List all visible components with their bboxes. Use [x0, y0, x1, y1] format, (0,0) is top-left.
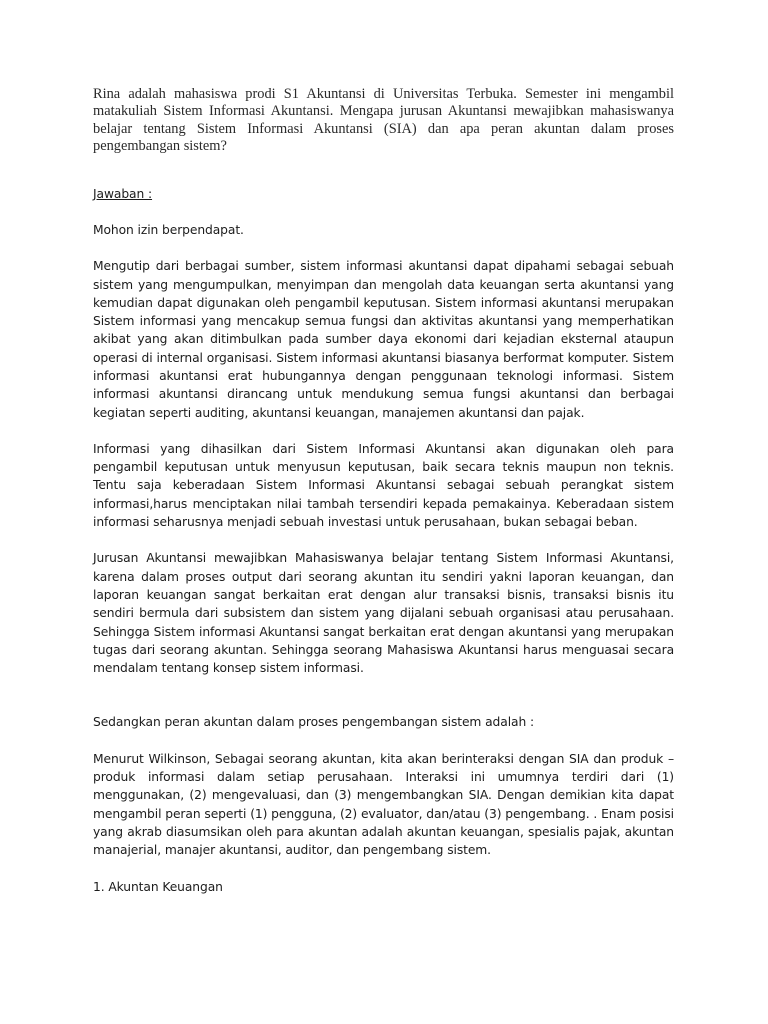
question-text: Rina adalah mahasiswa prodi S1 Akuntansi di Universitas Terbuka. Semester ini mengambil matakuliah Sistem Informasi Akuntansi. Mengapa jurusan Akuntansi mewajibkan mahasiswanya belajar tentang Sistem Informasi Akuntansi (SIA) dan apa peran akuntan dalam proses pengembangan sistem?: [93, 86, 674, 155]
list-item: 1. Akuntan Keuangan: [93, 879, 223, 894]
paragraph-reason: Jurusan Akuntansi mewajibkan Mahasiswanya belajar tentang Sistem Informasi Akuntansi, karena dalam proses output dari seorang akuntan itu sendiri yakni laporan keuangan, dan laporan keuangan sangat berkaitan erat dengan alur transaksi bisnis, transaksi bisnis itu sendiri bermula dari subsistem dan sistem yang dijalani sebuah organisasi atau perusahaan. Sehingga Sistem informasi Akuntansi sangat berkaitan erat dengan akuntansi yang merupakan tugas dari seorang akuntan. Sehingga seorang Mahasiswa Akuntansi harus menguasai secara mendalam tentang konsep sistem informasi.: [93, 551, 674, 676]
paragraph-greeting: Mohon izin berpendapat.: [93, 222, 244, 237]
paragraph-information: Informasi yang dihasilkan dari Sistem Informasi Akuntansi akan digunakan oleh para pengambil keputusan untuk menyusun keputusan, baik secara teknis maupun non teknis. Tentu saja keberadaan Sistem Informasi Akuntansi sebagai sebuah perangkat sistem informasi,harus menciptakan nilai tambah tersendiri kepada pemakainya. Keberadaan sistem informasi seharusnya menjadi sebuah investasi untuk perusahaan, bukan sebagai beban.: [93, 441, 674, 530]
answer-heading: Jawaban :: [93, 186, 153, 201]
paragraph-role-intro: Sedangkan peran akuntan dalam proses pengembangan sistem adalah :: [93, 715, 534, 730]
document-page: [93, 86, 674, 896]
paragraph-definition: Mengutip dari berbagai sumber, sistem informasi akuntansi dapat dipahami sebagai sebuah sistem yang mengumpulkan, menyimpan dan mengolah data keuangan serta akuntansi yang kemudian dapat digunakan oleh pengambil keputusan. Sistem informasi akuntansi merupakan Sistem informasi yang mencakup semua fungsi dan aktivitas akuntansi yang memperhatikan akibat yang akan ditimbulkan pada sumber daya ekonomi dari kejadian eksternal ataupun operasi di internal organisasi. Sistem informasi akuntansi biasanya berformat komputer. Sistem informasi akuntansi erat hubungannya dengan penggunaan teknologi informasi. Sistem informasi akuntansi dirancang untuk mendukung semua fungsi akuntansi dan berbagai kegiatan seperti auditing, akuntansi keuangan, manajemen akuntansi dan pajak.: [93, 259, 674, 420]
paragraph-wilkinson: Menurut Wilkinson, Sebagai seorang akuntan, kita akan berinteraksi dengan SIA dan produk – produk informasi dalam setiap perusahaan. Interaksi ini umumnya terdiri dari (1) menggunakan, (2) mengevaluasi, dan (3) mengembangkan SIA. Dengan demikian kita dapat mengambil peran seperti (1) pengguna, (2) evaluator, dan/atau (3) pengembang. . Enam posisi yang akrab diasumsikan oleh para akuntan adalah akuntan keuangan, spesialis pajak, akuntan manajerial, manajer akuntansi, auditor, dan pengembang sistem.: [93, 751, 674, 858]
